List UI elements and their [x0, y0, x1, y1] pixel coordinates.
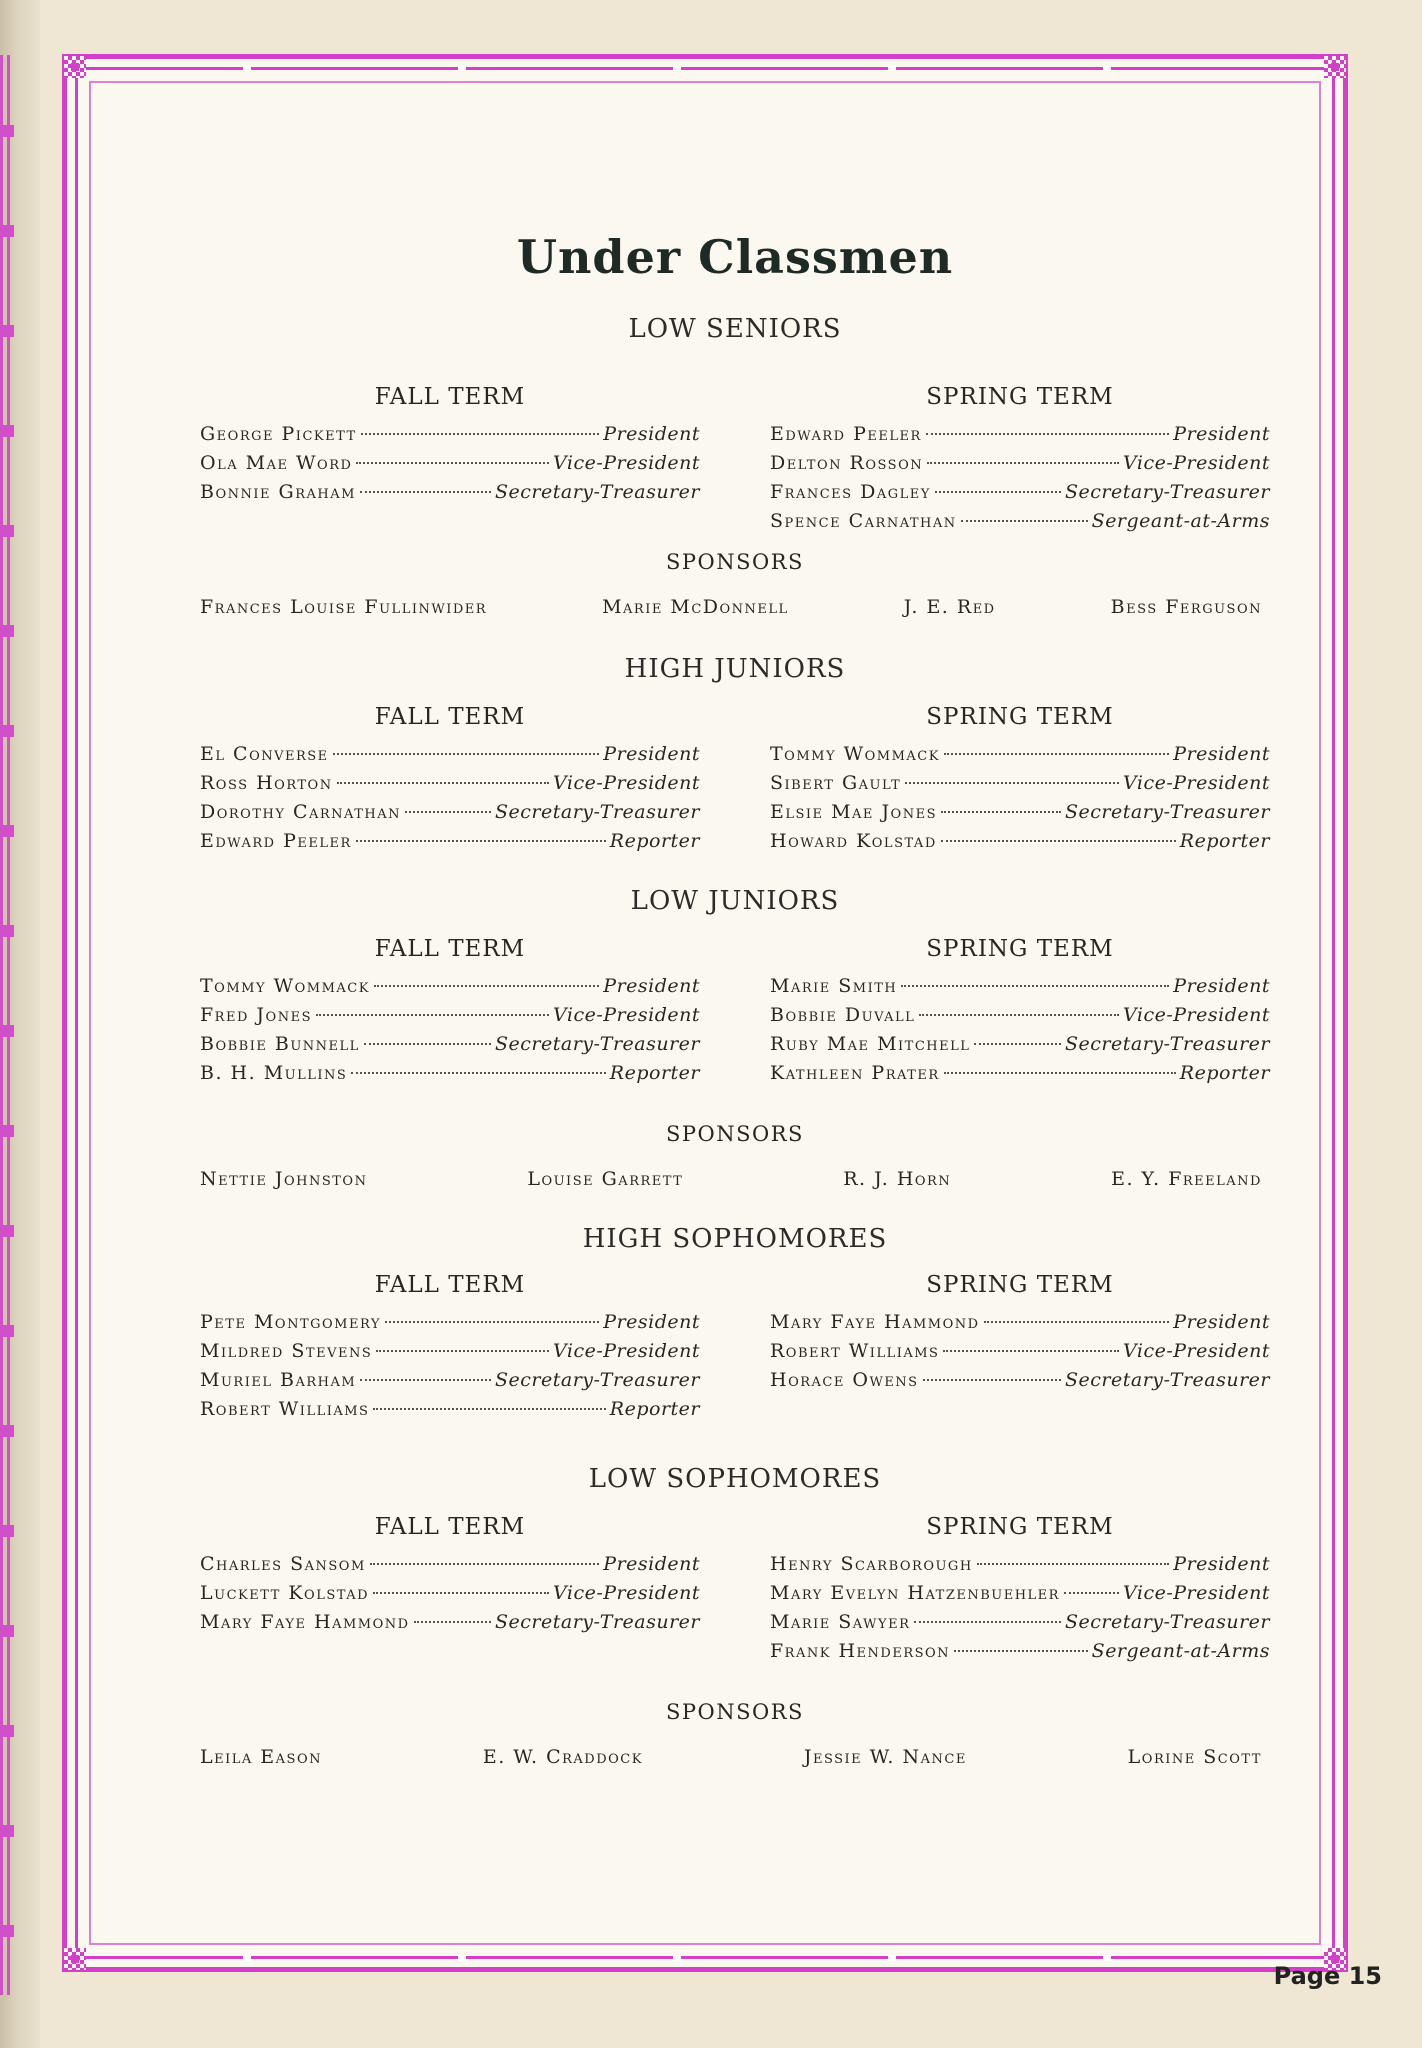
officer-row [200, 1395, 700, 1424]
spring-term-column [770, 1272, 1270, 1424]
officer-row [770, 1637, 1270, 1666]
dot-leader [944, 753, 1169, 755]
term-title: FALL TERM [374, 704, 526, 730]
fall-term-column [200, 1514, 700, 1666]
officer-role: Secretary-Treasurer [1065, 801, 1270, 823]
officer-name: Sibert Gault [770, 772, 902, 794]
officer-list [770, 972, 1270, 1088]
officer-name: Marie Smith [770, 975, 898, 997]
corner-ornament [64, 1948, 86, 1970]
officer-row [770, 798, 1270, 827]
spring-term-column [770, 1514, 1270, 1666]
officer-name: Edward Peeler [770, 423, 922, 445]
page-title: Under Classmen [516, 230, 954, 284]
dot-leader [961, 520, 1088, 522]
officer-role: Vice-President [1123, 1582, 1270, 1604]
officer-role: Secretary-Treasurer [1065, 1033, 1270, 1055]
sponsor-list [200, 596, 1270, 618]
officer-row [770, 827, 1270, 856]
officer-row [200, 449, 700, 478]
term-title: FALL TERM [374, 1272, 526, 1298]
officer-name: B. H. Mullins [200, 1062, 348, 1084]
bottom-border-rail [93, 1955, 1317, 1961]
term-title: FALL TERM [374, 384, 526, 410]
dot-leader [984, 1321, 1170, 1323]
sponsor-name: E. Y. Freeland [1111, 1168, 1262, 1190]
officer-role: Secretary-Treasurer [495, 481, 700, 503]
officer-name: Muriel Barham [200, 1369, 357, 1391]
dot-leader [977, 1563, 1170, 1565]
officer-role: Reporter [609, 1398, 700, 1420]
dot-leader [374, 985, 599, 987]
officer-role: Secretary-Treasurer [495, 1611, 700, 1633]
dot-leader [901, 985, 1169, 987]
officer-row [770, 1059, 1270, 1088]
officer-name: Mary Faye Hammond [200, 1611, 410, 1633]
officer-row [770, 1550, 1270, 1579]
fall-term-column [200, 936, 700, 1088]
officer-name: Tommy Wommack [770, 743, 940, 765]
section-high-sophomores [200, 1224, 1270, 1424]
page-content [200, 230, 1270, 1768]
officer-name: George Pickett [200, 423, 357, 445]
officer-name: El Converse [200, 743, 329, 765]
officer-row [770, 972, 1270, 1001]
section-low-juniors [200, 886, 1270, 1190]
dot-leader [941, 840, 1176, 842]
officer-name: Pete Montgomery [200, 1311, 381, 1333]
officer-row [770, 1308, 1270, 1337]
dot-leader [954, 1650, 1088, 1652]
officer-role: Vice-President [553, 452, 700, 474]
dot-leader [405, 811, 491, 813]
sponsor-name: J. E. Red [903, 596, 996, 618]
officer-row [770, 1608, 1270, 1637]
term-title: SPRING TERM [926, 1272, 1114, 1298]
officer-role: Secretary-Treasurer [1065, 481, 1270, 503]
officer-row [770, 740, 1270, 769]
officer-role: Secretary-Treasurer [1065, 1369, 1270, 1391]
section-heading: LOW SOPHOMORES [588, 1464, 882, 1494]
officer-list [200, 420, 700, 507]
sponsor-name: Lorine Scott [1127, 1746, 1262, 1768]
dot-leader [316, 1014, 549, 1016]
officer-list [200, 1308, 700, 1424]
officer-name: Mary Faye Hammond [770, 1311, 980, 1333]
officer-list [770, 1550, 1270, 1666]
officer-role: Vice-President [1123, 772, 1270, 794]
dot-leader [914, 1621, 1061, 1623]
section-heading: LOW JUNIORS [630, 886, 840, 916]
dot-leader [905, 782, 1119, 784]
officer-row [200, 1337, 700, 1366]
officer-row [770, 1337, 1270, 1366]
officer-row [770, 1579, 1270, 1608]
term-title: SPRING TERM [926, 384, 1114, 410]
officer-row [770, 1001, 1270, 1030]
officer-role: Vice-President [553, 772, 700, 794]
officer-role: President [603, 975, 700, 997]
officer-role: Secretary-Treasurer [495, 1033, 700, 1055]
officer-list [200, 740, 700, 856]
sponsor-name: Bess Ferguson [1110, 596, 1262, 618]
officer-role: President [603, 1553, 700, 1575]
dot-leader [926, 433, 1169, 435]
fall-term-column [200, 1272, 700, 1424]
officer-row [200, 740, 700, 769]
officer-name: Mildred Stevens [200, 1340, 373, 1362]
officer-row [770, 420, 1270, 449]
officer-role: Reporter [1179, 1062, 1270, 1084]
sponsor-name: Frances Louise Fullinwider [200, 596, 488, 618]
sponsor-name: Jessie W. Nance [803, 1746, 967, 1768]
officer-list [200, 1550, 700, 1637]
dot-leader [923, 1379, 1061, 1381]
sponsor-list [200, 1746, 1270, 1768]
officer-row [770, 507, 1270, 536]
officer-name: Fred Jones [200, 1004, 312, 1026]
sponsors-heading: SPONSORS [666, 1122, 804, 1146]
facing-page-border [0, 55, 14, 1995]
sponsor-name: Leila Eason [200, 1746, 322, 1768]
spring-term-column [770, 384, 1270, 536]
dot-leader [974, 1043, 1061, 1045]
sponsor-name: Nettie Johnston [200, 1168, 368, 1190]
officer-list [200, 972, 700, 1088]
dot-leader [337, 782, 549, 784]
officer-row [200, 827, 700, 856]
officer-list [770, 1308, 1270, 1395]
officer-role: Reporter [609, 830, 700, 852]
section-heading: LOW SENIORS [628, 314, 842, 344]
officer-role: President [1173, 1553, 1270, 1575]
dot-leader [1064, 1592, 1119, 1594]
dot-leader [376, 1350, 549, 1352]
officer-role: President [1173, 975, 1270, 997]
term-title: FALL TERM [374, 936, 526, 962]
section-low-sophomores [200, 1464, 1270, 1768]
officer-role: Secretary-Treasurer [495, 1369, 700, 1391]
officer-role: President [603, 1311, 700, 1333]
officer-row [770, 769, 1270, 798]
officer-name: Luckett Kolstad [200, 1582, 370, 1604]
officer-role: President [603, 743, 700, 765]
dot-leader [935, 491, 1061, 493]
officer-role: Vice-President [1123, 1340, 1270, 1362]
officer-row [200, 1579, 700, 1608]
officer-row [200, 420, 700, 449]
officer-name: Mary Evelyn Hatzenbuehler [770, 1582, 1060, 1604]
officer-name: Ruby Mae Mitchell [770, 1033, 971, 1055]
officer-name: Marie Sawyer [770, 1611, 911, 1633]
officer-name: Delton Rosson [770, 452, 924, 474]
section-low-seniors [200, 314, 1270, 618]
officer-role: Vice-President [553, 1004, 700, 1026]
officer-row [200, 798, 700, 827]
officer-row [200, 1308, 700, 1337]
officer-role: Vice-President [1123, 452, 1270, 474]
officer-name: Frank Henderson [770, 1640, 951, 1662]
sponsor-list [200, 1168, 1270, 1190]
spring-term-column [770, 704, 1270, 856]
officer-name: Kathleen Prater [770, 1062, 940, 1084]
officer-row [770, 1030, 1270, 1059]
sponsors-heading: SPONSORS [666, 550, 804, 574]
term-title: SPRING TERM [926, 1514, 1114, 1540]
officer-name: Henry Scarborough [770, 1553, 973, 1575]
dot-leader [373, 1408, 605, 1410]
officer-row [770, 1366, 1270, 1395]
officer-list [770, 420, 1270, 536]
dot-leader [373, 1592, 549, 1594]
spring-term-column [770, 936, 1270, 1088]
dot-leader [941, 811, 1061, 813]
officer-row [200, 1366, 700, 1395]
officer-name: Dorothy Carnathan [200, 801, 402, 823]
officer-role: Reporter [609, 1062, 700, 1084]
dot-leader [364, 1043, 491, 1045]
officer-row [200, 1030, 700, 1059]
officer-row [200, 1608, 700, 1637]
officer-name: Ola Mae Word [200, 452, 353, 474]
officer-name: Bobbie Bunnell [200, 1033, 360, 1055]
section-high-juniors [200, 654, 1270, 856]
officer-role: Vice-President [1123, 1004, 1270, 1026]
officer-name: Bonnie Graham [200, 481, 356, 503]
officer-role: Sergeant-at-Arms [1091, 1640, 1270, 1662]
dot-leader [944, 1072, 1176, 1074]
corner-ornament [64, 56, 86, 78]
dot-leader [351, 1072, 606, 1074]
corner-ornament [1324, 56, 1346, 78]
dot-leader [356, 840, 606, 842]
officer-role: President [603, 423, 700, 445]
officer-row [770, 478, 1270, 507]
section-heading: HIGH SOPHOMORES [582, 1224, 888, 1254]
officer-name: Spence Carnathan [770, 510, 957, 532]
dot-leader [370, 1563, 600, 1565]
dot-leader [943, 1350, 1119, 1352]
officer-row [200, 769, 700, 798]
officer-row [770, 449, 1270, 478]
sponsor-name: Louise Garrett [527, 1168, 684, 1190]
dot-leader [361, 433, 600, 435]
officer-name: Charles Sansom [200, 1553, 366, 1575]
officer-name: Elsie Mae Jones [770, 801, 937, 823]
dot-leader [360, 491, 491, 493]
officer-name: Horace Owens [770, 1369, 919, 1391]
officer-name: Frances Dagley [770, 481, 931, 503]
officer-role: Secretary-Treasurer [1065, 1611, 1270, 1633]
dot-leader [919, 1014, 1119, 1016]
officer-role: Secretary-Treasurer [495, 801, 700, 823]
dot-leader [360, 1379, 491, 1381]
dot-leader [356, 462, 549, 464]
officer-row [200, 478, 700, 507]
fall-term-column [200, 704, 700, 856]
officer-role: Reporter [1179, 830, 1270, 852]
dot-leader [333, 753, 600, 755]
officer-name: Bobbie Duvall [770, 1004, 916, 1026]
officer-role: President [1173, 423, 1270, 445]
officer-list [770, 740, 1270, 856]
officer-role: President [1173, 743, 1270, 765]
officer-name: Robert Williams [770, 1340, 940, 1362]
term-title: FALL TERM [374, 1514, 526, 1540]
dot-leader [927, 462, 1119, 464]
fall-term-column [200, 384, 700, 536]
page-number: Page 15 [1273, 1962, 1382, 1990]
sponsor-name: E. W. Craddock [482, 1746, 643, 1768]
officer-row [200, 972, 700, 1001]
officer-role: Vice-President [553, 1340, 700, 1362]
officer-role: Vice-President [553, 1582, 700, 1604]
dot-leader [414, 1621, 491, 1623]
officer-row [200, 1550, 700, 1579]
term-title: SPRING TERM [926, 936, 1114, 962]
sponsor-name: R. J. Horn [843, 1168, 952, 1190]
dot-leader [385, 1321, 599, 1323]
officer-name: Edward Peeler [200, 830, 352, 852]
officer-row [200, 1059, 700, 1088]
officer-role: Sergeant-at-Arms [1091, 510, 1270, 532]
officer-row [200, 1001, 700, 1030]
section-heading: HIGH JUNIORS [624, 654, 846, 684]
officer-name: Ross Horton [200, 772, 333, 794]
officer-name: Howard Kolstad [770, 830, 937, 852]
officer-name: Tommy Wommack [200, 975, 370, 997]
sponsor-name: Marie McDonnell [602, 596, 789, 618]
sponsors-heading: SPONSORS [666, 1700, 804, 1724]
top-border-rail [93, 65, 1317, 71]
term-title: SPRING TERM [926, 704, 1114, 730]
officer-name: Robert Williams [200, 1398, 370, 1420]
officer-role: President [1173, 1311, 1270, 1333]
